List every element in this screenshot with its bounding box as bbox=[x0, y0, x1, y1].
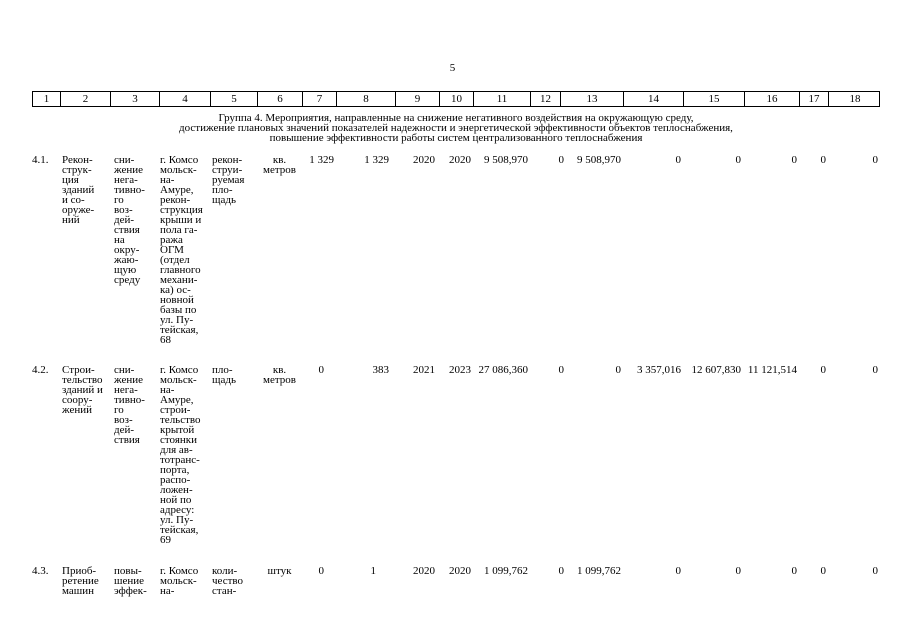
column-header: 7 bbox=[303, 92, 337, 106]
value-cell: 0 bbox=[820, 364, 826, 376]
value-cell: 3 357,016 bbox=[637, 364, 681, 376]
year-start: 2020 bbox=[413, 154, 435, 166]
value-cell: 0 bbox=[791, 565, 797, 577]
year-start: 2021 bbox=[413, 364, 435, 376]
value-cell: 0 bbox=[318, 565, 324, 577]
column-header: 9 bbox=[396, 92, 440, 106]
value-cell: 1 329 bbox=[364, 154, 389, 166]
column-header: 16 bbox=[745, 92, 800, 106]
value-cell: 0 bbox=[872, 565, 878, 577]
measure-location: г. Комсо мольск- на- Амуре, строи- тельство крытой стоянки для ав- тотранс- порта, распо- ложен- ной по адресу: ул. Пу- тейская, 69 bbox=[160, 364, 201, 546]
indicator-name: рекон- струи- руемая пло- щадь bbox=[212, 154, 245, 206]
value-cell: 11 121,514 bbox=[747, 364, 797, 376]
value-cell: 0 bbox=[791, 154, 797, 166]
column-header: 5 bbox=[211, 92, 258, 106]
value-cell: 0 bbox=[318, 364, 324, 376]
unit: кв. метров bbox=[263, 154, 296, 176]
cost-total: 27 086,360 bbox=[478, 364, 528, 376]
column-header: 12 bbox=[531, 92, 561, 106]
measure-name: Строи- тельство зданий и соору- жений bbox=[62, 364, 103, 416]
row-number: 4.2. bbox=[32, 364, 49, 376]
cost-total: 1 099,762 bbox=[484, 565, 528, 577]
value-cell: 9 508,970 bbox=[577, 154, 621, 166]
value-cell: 1 bbox=[370, 565, 376, 577]
indicator-name: коли- чество стан- bbox=[212, 565, 243, 597]
column-header: 6 bbox=[258, 92, 303, 106]
group-title-line: повышение эффективности работы систем централизованного теплоснабжения bbox=[269, 132, 643, 144]
year-end: 2020 bbox=[449, 565, 471, 577]
value-cell: 0 bbox=[558, 364, 564, 376]
value-cell: 0 bbox=[872, 364, 878, 376]
column-header: 3 bbox=[111, 92, 160, 106]
measure-location: г. Комсо мольск- на- Амуре, рекон- струкция крыши и пола га- ража ОГМ (отдел главного механи- ка) ос- новной базы по ул. Пу- тейская, 68 bbox=[160, 154, 203, 346]
value-cell: 0 bbox=[675, 565, 681, 577]
value-cell: 383 bbox=[372, 364, 389, 376]
year-start: 2020 bbox=[413, 565, 435, 577]
measure-name: Приоб- ретение машин bbox=[62, 565, 99, 597]
group-title-line: достижение плановых значений показателей надежности и энергетической эффективности объектов теплоснабжения, bbox=[179, 122, 733, 134]
value-cell: 0 bbox=[872, 154, 878, 166]
unit: кв. метров bbox=[263, 364, 296, 386]
column-header-row bbox=[32, 91, 880, 107]
column-header: 14 bbox=[624, 92, 684, 106]
column-header: 10 bbox=[440, 92, 474, 106]
value-cell: 0 bbox=[558, 565, 564, 577]
group-title-line: Группа 4. Мероприятия, направленные на снижение негативного воздействия на окружающую среду, bbox=[218, 112, 694, 124]
column-header: 4 bbox=[160, 92, 211, 106]
measure-goal: сни- жение нега- тивно- го воз- дей- ствия на окру- жаю- щую среду bbox=[114, 154, 145, 286]
column-header: 18 bbox=[849, 93, 861, 105]
column-header: 8 bbox=[337, 92, 396, 106]
value-cell: 0 bbox=[615, 364, 621, 376]
value-cell: 0 bbox=[820, 565, 826, 577]
cost-total: 9 508,970 bbox=[484, 154, 528, 166]
value-cell: 0 bbox=[675, 154, 681, 166]
value-cell: 1 099,762 bbox=[577, 565, 621, 577]
measure-location: г. Комсо мольск- на- bbox=[160, 565, 199, 597]
column-header: 15 bbox=[684, 92, 745, 106]
year-end: 2023 bbox=[449, 364, 471, 376]
group-title bbox=[32, 113, 880, 143]
measure-goal: сни- жение нега- тивно- го воз- дей- ствия bbox=[114, 364, 145, 446]
row-number: 4.1. bbox=[32, 154, 49, 166]
column-header: 13 bbox=[561, 92, 624, 106]
indicator-name: пло- щадь bbox=[212, 364, 236, 386]
column-header: 11 bbox=[474, 92, 531, 106]
value-cell: 12 607,830 bbox=[691, 364, 741, 376]
year-end: 2020 bbox=[449, 154, 471, 166]
value-cell: 0 bbox=[735, 565, 741, 577]
column-header: 17 bbox=[800, 92, 829, 106]
measure-goal: повы- шение эффек- bbox=[114, 565, 147, 597]
page-number: 5 bbox=[449, 62, 456, 74]
unit: штук bbox=[267, 565, 292, 577]
column-header: 1 bbox=[33, 92, 61, 106]
value-cell: 0 bbox=[820, 154, 826, 166]
value-cell: 1 329 bbox=[309, 154, 334, 166]
value-cell: 0 bbox=[558, 154, 564, 166]
value-cell: 0 bbox=[735, 154, 741, 166]
row-number: 4.3. bbox=[32, 565, 49, 577]
column-header: 2 bbox=[61, 92, 111, 106]
measure-name: Рекон- струк- ция зданий и со- оруже- ний bbox=[62, 154, 95, 226]
